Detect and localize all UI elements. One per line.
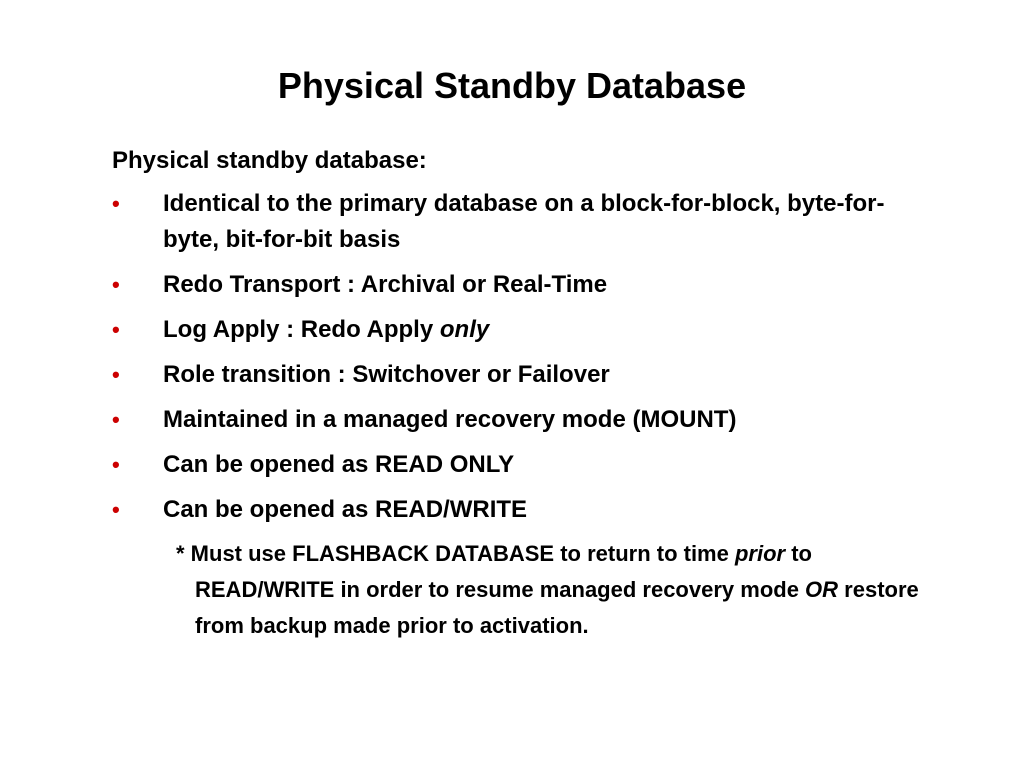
bullet-item bbox=[112, 312, 932, 348]
bullet-list bbox=[112, 186, 932, 537]
slide-title: Physical Standby Database bbox=[277, 65, 747, 106]
footnote-text: * Must use FLASHBACK DATABASE to return to time bbox=[176, 541, 735, 566]
footnote-emphasis-prior: prior bbox=[734, 541, 786, 566]
bullet-icon: • bbox=[112, 317, 120, 342]
bullet-icon: • bbox=[112, 407, 120, 432]
bullet-text: Identical to the primary database on a block-for-block, byte-for-byte, bit-for-bit basis bbox=[163, 190, 885, 253]
bullet-icon: • bbox=[112, 452, 120, 477]
bullet-text: Can be opened as READ/WRITE bbox=[163, 496, 528, 523]
footnote bbox=[176, 536, 955, 644]
footnote-text: restore from backup made prior to activation. bbox=[195, 577, 919, 638]
bullet-text: Can be opened as READ ONLY bbox=[163, 451, 515, 478]
bullet-item bbox=[112, 267, 932, 303]
bullet-icon: • bbox=[112, 362, 120, 387]
bullet-text: Redo Transport : Archival or Real-Time bbox=[163, 271, 608, 298]
bullet-item bbox=[112, 447, 932, 483]
bullet-text: Role transition : Switchover or Failover bbox=[163, 361, 610, 388]
bullet-item bbox=[112, 357, 932, 393]
intro-text: Physical standby database: bbox=[112, 147, 427, 174]
bullet-item bbox=[112, 492, 932, 528]
bullet-icon: • bbox=[112, 191, 120, 216]
bullet-emphasis: only bbox=[439, 316, 490, 343]
bullet-text: Maintained in a managed recovery mode (MOUNT) bbox=[163, 406, 737, 433]
footnote-emphasis-or: OR bbox=[805, 577, 839, 602]
footnote-text: to READ/WRITE in order to resume managed recovery mode bbox=[195, 541, 812, 602]
bullet-item bbox=[112, 186, 932, 258]
bullet-item bbox=[112, 402, 932, 438]
bullet-text: Log Apply : Redo Apply bbox=[163, 316, 440, 343]
bullet-icon: • bbox=[112, 497, 120, 522]
bullet-icon: • bbox=[112, 272, 120, 297]
